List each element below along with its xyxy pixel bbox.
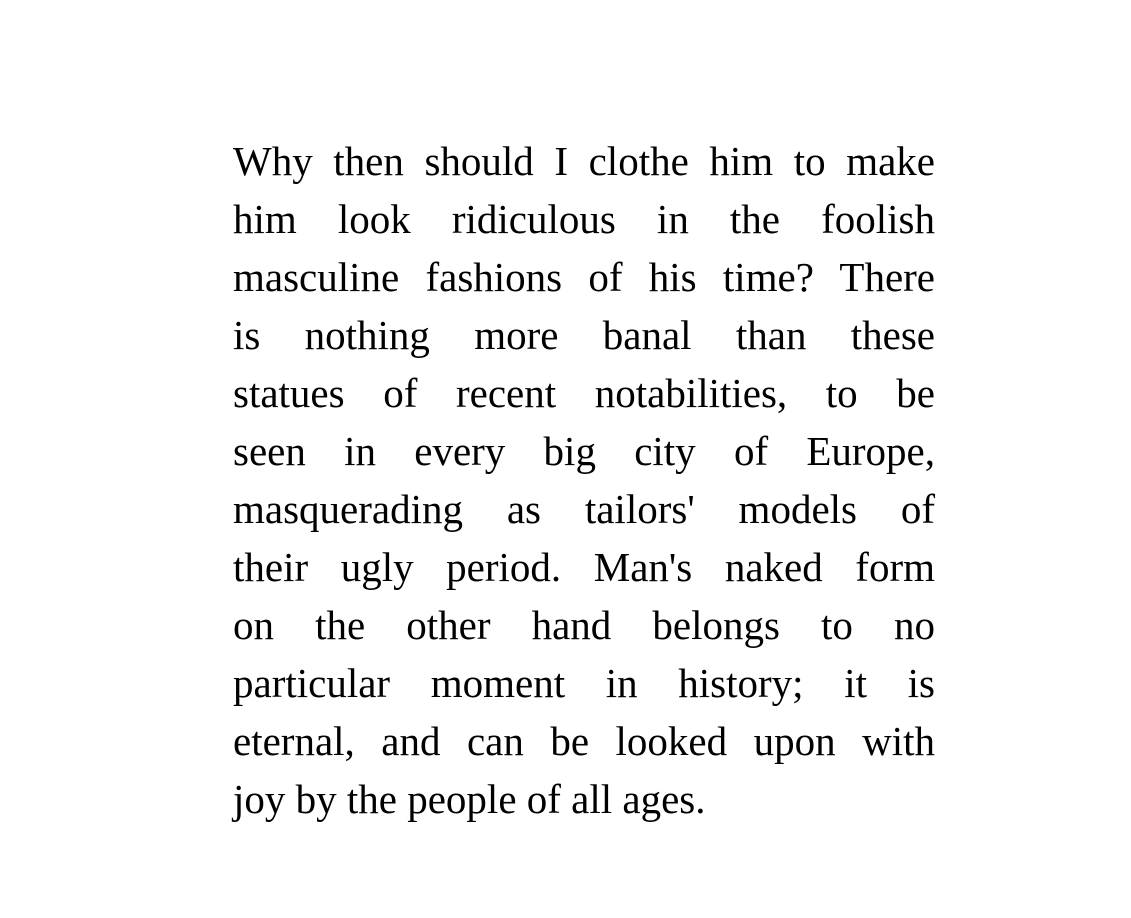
text-line: masquerading as tailors' models of — [233, 486, 935, 532]
text-line: is nothing more banal than these — [233, 312, 935, 358]
text-line: him look ridiculous in the foolish — [233, 196, 935, 242]
text-line: their ugly period. Man's naked form — [233, 544, 935, 590]
text-line: seen in every big city of Europe, — [233, 428, 935, 474]
text-line: eternal, and can be looked upon with — [233, 718, 935, 764]
text-line: joy by the people of all ages. — [233, 776, 706, 822]
text-paragraph — [233, 132, 935, 828]
text-line: masculine fashions of his time? There — [233, 254, 935, 300]
text-line: particular moment in history; it is — [233, 660, 935, 706]
text-line: Why then should I clothe him to make — [233, 138, 935, 184]
text-line: on the other hand belongs to no — [233, 602, 935, 648]
text-line: statues of recent notabilities, to be — [233, 370, 935, 416]
